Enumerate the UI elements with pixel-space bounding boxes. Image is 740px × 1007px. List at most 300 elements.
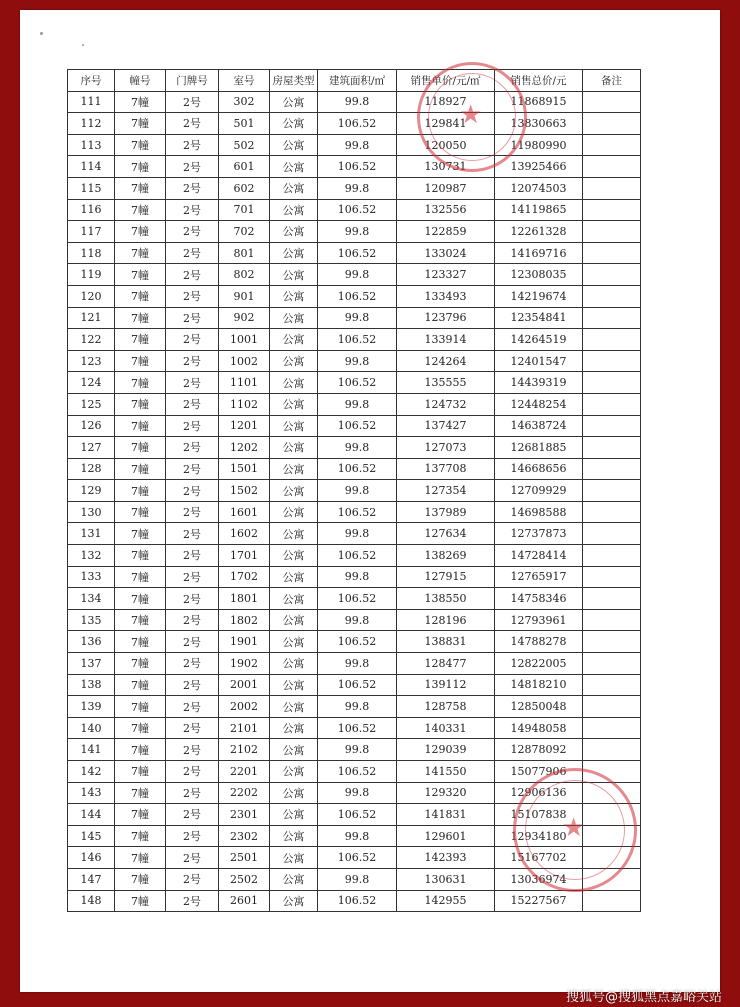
cell-building: 7幢 [115, 415, 166, 437]
cell-unit-price: 123796 [397, 307, 495, 329]
cell-room-number: 2301 [219, 804, 270, 826]
cell-property-type: 公寓 [270, 264, 318, 286]
cell-floor-area: 99.8 [318, 307, 397, 329]
cell-total-price: 14698588 [495, 501, 583, 523]
cell-remarks [583, 609, 641, 631]
cell-floor-area: 99.8 [318, 825, 397, 847]
table-row [68, 631, 641, 653]
cell-building: 7幢 [115, 177, 166, 199]
table-row [68, 523, 641, 545]
cell-index: 142 [68, 761, 115, 783]
cell-total-price: 15167702 [495, 847, 583, 869]
scan-speck [82, 44, 84, 46]
cell-remarks [583, 307, 641, 329]
cell-room-number: 1801 [219, 588, 270, 610]
table-row [68, 890, 641, 912]
cell-index: 136 [68, 631, 115, 653]
cell-door-number: 2号 [166, 415, 219, 437]
cell-room-number: 1702 [219, 566, 270, 588]
cell-room-number: 2302 [219, 825, 270, 847]
cell-index: 118 [68, 242, 115, 264]
cell-building: 7幢 [115, 372, 166, 394]
cell-index: 137 [68, 653, 115, 675]
cell-remarks [583, 804, 641, 826]
cell-total-price: 14788278 [495, 631, 583, 653]
cell-remarks [583, 566, 641, 588]
cell-door-number: 2号 [166, 566, 219, 588]
cell-total-price: 13830663 [495, 113, 583, 135]
cell-floor-area: 106.52 [318, 285, 397, 307]
cell-floor-area: 106.52 [318, 501, 397, 523]
cell-door-number: 2号 [166, 393, 219, 415]
cell-building: 7幢 [115, 739, 166, 761]
cell-remarks [583, 480, 641, 502]
cell-unit-price: 137989 [397, 501, 495, 523]
cell-floor-area: 106.52 [318, 674, 397, 696]
cell-room-number: 501 [219, 113, 270, 135]
cell-index: 127 [68, 437, 115, 459]
cell-total-price: 14119865 [495, 199, 583, 221]
cell-unit-price: 122859 [397, 221, 495, 243]
cell-door-number: 2号 [166, 588, 219, 610]
cell-index: 145 [68, 825, 115, 847]
table-row [68, 545, 641, 567]
cell-index: 138 [68, 674, 115, 696]
cell-building: 7幢 [115, 868, 166, 890]
cell-floor-area: 106.52 [318, 113, 397, 135]
cell-index: 120 [68, 285, 115, 307]
cell-unit-price: 129320 [397, 782, 495, 804]
cell-total-price: 12401547 [495, 350, 583, 372]
cell-unit-price: 120050 [397, 134, 495, 156]
cell-unit-price: 128758 [397, 696, 495, 718]
header-room-number: 室号 [219, 70, 270, 92]
cell-building: 7幢 [115, 890, 166, 912]
cell-index: 119 [68, 264, 115, 286]
cell-index: 113 [68, 134, 115, 156]
header-building: 幢号 [115, 70, 166, 92]
cell-total-price: 12878092 [495, 739, 583, 761]
cell-building: 7幢 [115, 631, 166, 653]
cell-door-number: 2号 [166, 480, 219, 502]
cell-unit-price: 142393 [397, 847, 495, 869]
cell-unit-price: 128196 [397, 609, 495, 631]
cell-remarks [583, 242, 641, 264]
cell-index: 128 [68, 458, 115, 480]
cell-total-price: 12709929 [495, 480, 583, 502]
cell-door-number: 2号 [166, 609, 219, 631]
cell-index: 129 [68, 480, 115, 502]
cell-remarks [583, 458, 641, 480]
cell-floor-area: 99.8 [318, 221, 397, 243]
cell-building: 7幢 [115, 761, 166, 783]
cell-door-number: 2号 [166, 825, 219, 847]
cell-total-price: 12737873 [495, 523, 583, 545]
cell-unit-price: 140331 [397, 717, 495, 739]
cell-floor-area: 106.52 [318, 372, 397, 394]
cell-room-number: 1701 [219, 545, 270, 567]
cell-building: 7幢 [115, 329, 166, 351]
cell-remarks [583, 350, 641, 372]
cell-building: 7幢 [115, 264, 166, 286]
cell-property-type: 公寓 [270, 696, 318, 718]
cell-door-number: 2号 [166, 458, 219, 480]
cell-building: 7幢 [115, 91, 166, 113]
cell-door-number: 2号 [166, 631, 219, 653]
cell-room-number: 2502 [219, 868, 270, 890]
cell-unit-price: 133024 [397, 242, 495, 264]
cell-total-price: 12822005 [495, 653, 583, 675]
cell-property-type: 公寓 [270, 307, 318, 329]
cell-index: 117 [68, 221, 115, 243]
cell-door-number: 2号 [166, 307, 219, 329]
cell-remarks [583, 134, 641, 156]
cell-floor-area: 106.52 [318, 415, 397, 437]
table-row [68, 329, 641, 351]
cell-property-type: 公寓 [270, 674, 318, 696]
cell-room-number: 502 [219, 134, 270, 156]
cell-room-number: 2002 [219, 696, 270, 718]
cell-door-number: 2号 [166, 264, 219, 286]
watermark-text: 搜狐号@搜狐黑点嘉峪关站 [565, 990, 722, 1005]
table-row [68, 717, 641, 739]
cell-unit-price: 124264 [397, 350, 495, 372]
table-row [68, 264, 641, 286]
cell-unit-price: 127354 [397, 480, 495, 502]
cell-total-price: 14668656 [495, 458, 583, 480]
cell-index: 141 [68, 739, 115, 761]
table-row [68, 674, 641, 696]
cell-unit-price: 118927 [397, 91, 495, 113]
cell-property-type: 公寓 [270, 134, 318, 156]
table-row [68, 156, 641, 178]
cell-total-price: 12850048 [495, 696, 583, 718]
cell-unit-price: 137427 [397, 415, 495, 437]
cell-remarks [583, 545, 641, 567]
cell-property-type: 公寓 [270, 609, 318, 631]
cell-remarks [583, 868, 641, 890]
cell-unit-price: 127634 [397, 523, 495, 545]
cell-total-price: 12681885 [495, 437, 583, 459]
cell-property-type: 公寓 [270, 199, 318, 221]
cell-building: 7幢 [115, 199, 166, 221]
cell-unit-price: 141831 [397, 804, 495, 826]
table-row [68, 761, 641, 783]
cell-unit-price: 123327 [397, 264, 495, 286]
cell-building: 7幢 [115, 437, 166, 459]
cell-floor-area: 106.52 [318, 761, 397, 783]
cell-floor-area: 99.8 [318, 350, 397, 372]
table-row [68, 415, 641, 437]
cell-door-number: 2号 [166, 890, 219, 912]
header-index: 序号 [68, 70, 115, 92]
cell-room-number: 602 [219, 177, 270, 199]
cell-remarks [583, 782, 641, 804]
cell-index: 134 [68, 588, 115, 610]
cell-door-number: 2号 [166, 134, 219, 156]
cell-room-number: 1002 [219, 350, 270, 372]
cell-remarks [583, 285, 641, 307]
cell-remarks [583, 523, 641, 545]
table-row [68, 566, 641, 588]
cell-door-number: 2号 [166, 372, 219, 394]
scan-speck [40, 32, 43, 35]
cell-property-type: 公寓 [270, 523, 318, 545]
cell-building: 7幢 [115, 242, 166, 264]
cell-property-type: 公寓 [270, 458, 318, 480]
cell-room-number: 1001 [219, 329, 270, 351]
cell-remarks [583, 329, 641, 351]
cell-door-number: 2号 [166, 653, 219, 675]
cell-total-price: 12354841 [495, 307, 583, 329]
header-property-type: 房屋类型 [270, 70, 318, 92]
cell-building: 7幢 [115, 156, 166, 178]
table-row [68, 307, 641, 329]
cell-total-price: 12308035 [495, 264, 583, 286]
cell-room-number: 702 [219, 221, 270, 243]
cell-door-number: 2号 [166, 199, 219, 221]
cell-remarks [583, 588, 641, 610]
cell-building: 7幢 [115, 480, 166, 502]
cell-property-type: 公寓 [270, 631, 318, 653]
cell-floor-area: 106.52 [318, 199, 397, 221]
cell-remarks [583, 113, 641, 135]
cell-building: 7幢 [115, 717, 166, 739]
table-row [68, 825, 641, 847]
cell-index: 130 [68, 501, 115, 523]
cell-floor-area: 99.8 [318, 739, 397, 761]
header-unit-price: 销售单价/元/㎡ [397, 70, 495, 92]
cell-door-number: 2号 [166, 350, 219, 372]
cell-room-number: 2501 [219, 847, 270, 869]
cell-total-price: 12934180 [495, 825, 583, 847]
cell-unit-price: 129601 [397, 825, 495, 847]
cell-floor-area: 106.52 [318, 588, 397, 610]
table-row [68, 221, 641, 243]
cell-building: 7幢 [115, 566, 166, 588]
cell-index: 135 [68, 609, 115, 631]
cell-remarks [583, 631, 641, 653]
cell-index: 131 [68, 523, 115, 545]
cell-door-number: 2号 [166, 847, 219, 869]
cell-property-type: 公寓 [270, 653, 318, 675]
cell-remarks [583, 199, 641, 221]
table-row [68, 134, 641, 156]
cell-building: 7幢 [115, 458, 166, 480]
cell-property-type: 公寓 [270, 372, 318, 394]
table-row [68, 588, 641, 610]
cell-index: 116 [68, 199, 115, 221]
cell-unit-price: 141550 [397, 761, 495, 783]
table-row [68, 91, 641, 113]
table-row [68, 350, 641, 372]
cell-unit-price: 130631 [397, 868, 495, 890]
cell-property-type: 公寓 [270, 156, 318, 178]
cell-room-number: 801 [219, 242, 270, 264]
cell-total-price: 14264519 [495, 329, 583, 351]
cell-building: 7幢 [115, 782, 166, 804]
cell-room-number: 1602 [219, 523, 270, 545]
header-floor-area: 建筑面积/㎡ [318, 70, 397, 92]
cell-index: 123 [68, 350, 115, 372]
cell-unit-price: 128477 [397, 653, 495, 675]
cell-floor-area: 99.8 [318, 653, 397, 675]
cell-unit-price: 138269 [397, 545, 495, 567]
cell-door-number: 2号 [166, 523, 219, 545]
cell-door-number: 2号 [166, 221, 219, 243]
cell-remarks [583, 501, 641, 523]
table-row [68, 804, 641, 826]
cell-remarks [583, 393, 641, 415]
cell-building: 7幢 [115, 113, 166, 135]
cell-room-number: 1502 [219, 480, 270, 502]
cell-building: 7幢 [115, 545, 166, 567]
cell-unit-price: 137708 [397, 458, 495, 480]
table-header-row [68, 70, 641, 92]
cell-index: 111 [68, 91, 115, 113]
cell-index: 144 [68, 804, 115, 826]
cell-floor-area: 106.52 [318, 890, 397, 912]
cell-building: 7幢 [115, 825, 166, 847]
cell-total-price: 14818210 [495, 674, 583, 696]
cell-building: 7幢 [115, 350, 166, 372]
cell-remarks [583, 372, 641, 394]
cell-remarks [583, 739, 641, 761]
cell-total-price: 15077906 [495, 761, 583, 783]
cell-building: 7幢 [115, 221, 166, 243]
cell-total-price: 13925466 [495, 156, 583, 178]
cell-property-type: 公寓 [270, 177, 318, 199]
cell-door-number: 2号 [166, 501, 219, 523]
cell-room-number: 902 [219, 307, 270, 329]
cell-door-number: 2号 [166, 285, 219, 307]
cell-index: 124 [68, 372, 115, 394]
cell-property-type: 公寓 [270, 847, 318, 869]
cell-room-number: 2101 [219, 717, 270, 739]
cell-remarks [583, 825, 641, 847]
cell-floor-area: 106.52 [318, 329, 397, 351]
cell-unit-price: 127915 [397, 566, 495, 588]
cell-total-price: 14948058 [495, 717, 583, 739]
cell-floor-area: 106.52 [318, 717, 397, 739]
cell-unit-price: 120987 [397, 177, 495, 199]
cell-floor-area: 99.8 [318, 480, 397, 502]
cell-room-number: 2601 [219, 890, 270, 912]
table-row [68, 199, 641, 221]
cell-total-price: 13036974 [495, 868, 583, 890]
cell-index: 146 [68, 847, 115, 869]
cell-room-number: 1601 [219, 501, 270, 523]
cell-room-number: 1902 [219, 653, 270, 675]
cell-floor-area: 106.52 [318, 458, 397, 480]
cell-remarks [583, 761, 641, 783]
cell-floor-area: 99.8 [318, 782, 397, 804]
cell-door-number: 2号 [166, 782, 219, 804]
table-row [68, 372, 641, 394]
cell-remarks [583, 264, 641, 286]
cell-door-number: 2号 [166, 242, 219, 264]
cell-building: 7幢 [115, 588, 166, 610]
cell-unit-price: 129039 [397, 739, 495, 761]
cell-room-number: 901 [219, 285, 270, 307]
table-row [68, 782, 641, 804]
cell-floor-area: 99.8 [318, 91, 397, 113]
cell-property-type: 公寓 [270, 480, 318, 502]
table-row [68, 393, 641, 415]
cell-remarks [583, 415, 641, 437]
cell-index: 132 [68, 545, 115, 567]
table-row [68, 868, 641, 890]
cell-unit-price: 133914 [397, 329, 495, 351]
cell-room-number: 1802 [219, 609, 270, 631]
cell-index: 114 [68, 156, 115, 178]
cell-total-price: 12261328 [495, 221, 583, 243]
cell-remarks [583, 91, 641, 113]
cell-total-price: 14638724 [495, 415, 583, 437]
table-row [68, 501, 641, 523]
cell-total-price: 14439319 [495, 372, 583, 394]
table-row [68, 113, 641, 135]
cell-index: 115 [68, 177, 115, 199]
cell-total-price: 14219674 [495, 285, 583, 307]
cell-building: 7幢 [115, 696, 166, 718]
cell-property-type: 公寓 [270, 717, 318, 739]
cell-property-type: 公寓 [270, 350, 318, 372]
red-company-seal-icon: ★ [562, 813, 586, 843]
cell-door-number: 2号 [166, 113, 219, 135]
cell-remarks [583, 653, 641, 675]
cell-unit-price: 130731 [397, 156, 495, 178]
table-row [68, 458, 641, 480]
cell-door-number: 2号 [166, 739, 219, 761]
table-row [68, 696, 641, 718]
cell-room-number: 1101 [219, 372, 270, 394]
cell-room-number: 1201 [219, 415, 270, 437]
cell-building: 7幢 [115, 653, 166, 675]
cell-floor-area: 106.52 [318, 804, 397, 826]
header-door-number: 门牌号 [166, 70, 219, 92]
cell-property-type: 公寓 [270, 437, 318, 459]
cell-unit-price: 138550 [397, 588, 495, 610]
cell-property-type: 公寓 [270, 393, 318, 415]
table-row [68, 739, 641, 761]
cell-room-number: 1501 [219, 458, 270, 480]
cell-unit-price: 139112 [397, 674, 495, 696]
cell-total-price: 12793961 [495, 609, 583, 631]
cell-property-type: 公寓 [270, 545, 318, 567]
cell-building: 7幢 [115, 804, 166, 826]
table-row [68, 285, 641, 307]
cell-floor-area: 106.52 [318, 242, 397, 264]
cell-property-type: 公寓 [270, 113, 318, 135]
cell-remarks [583, 156, 641, 178]
cell-unit-price: 135555 [397, 372, 495, 394]
cell-room-number: 2001 [219, 674, 270, 696]
cell-remarks [583, 847, 641, 869]
cell-remarks [583, 221, 641, 243]
cell-total-price: 15227567 [495, 890, 583, 912]
cell-room-number: 1202 [219, 437, 270, 459]
table-row [68, 437, 641, 459]
cell-unit-price: 138831 [397, 631, 495, 653]
cell-index: 121 [68, 307, 115, 329]
cell-building: 7幢 [115, 393, 166, 415]
cell-floor-area: 99.8 [318, 264, 397, 286]
cell-door-number: 2号 [166, 717, 219, 739]
cell-total-price: 11980990 [495, 134, 583, 156]
cell-index: 125 [68, 393, 115, 415]
cell-floor-area: 99.8 [318, 609, 397, 631]
